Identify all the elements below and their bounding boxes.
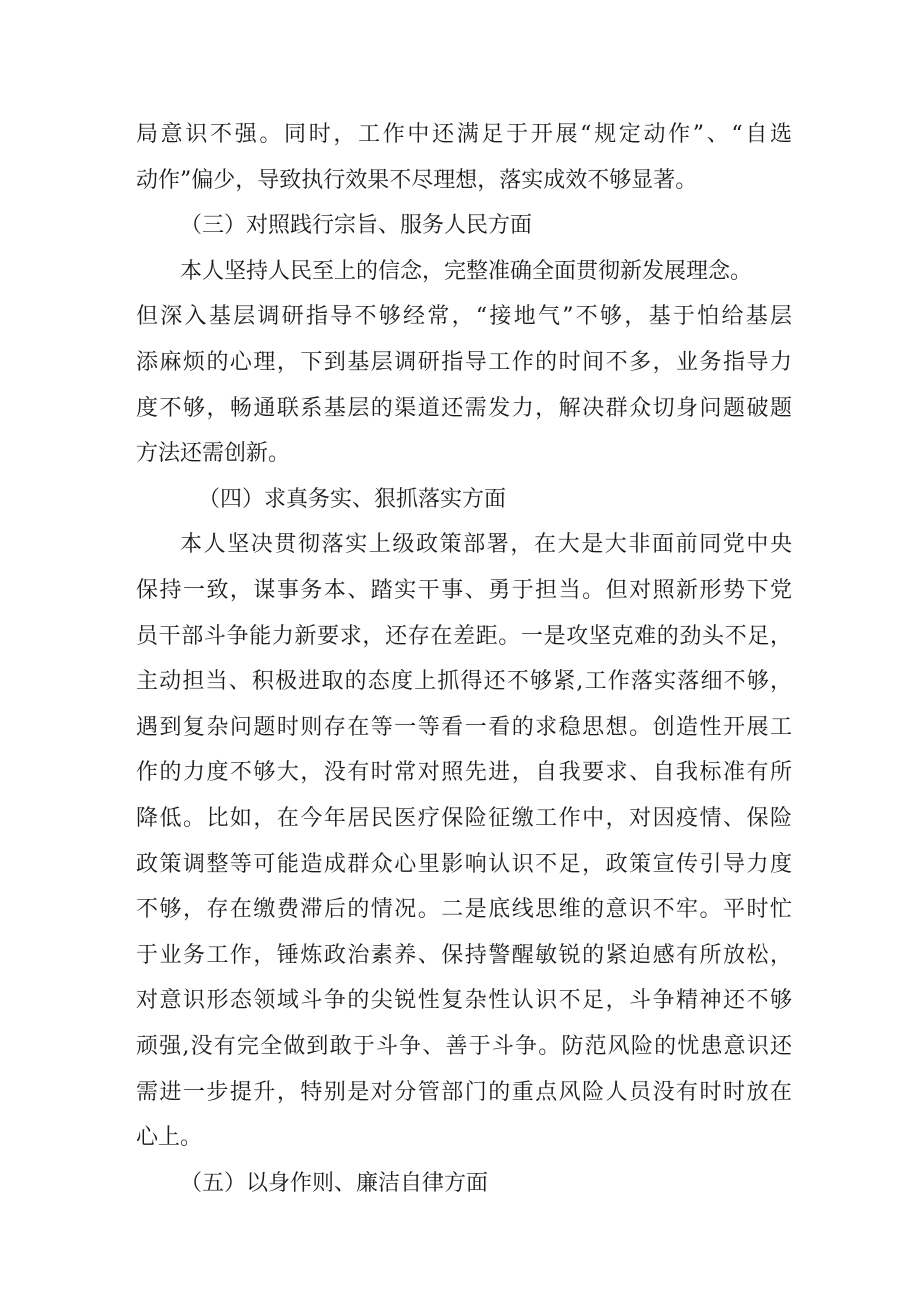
paragraph-line: 遇到复杂问题时则存在等一等看一看的求稳思想。创造性开展工	[136, 714, 792, 740]
paragraph-line: 添麻烦的心理，下到基层调研指导工作的时间不多，业务指导力	[136, 350, 792, 375]
paragraph-line: 对意识形态领域斗争的尖锐性复杂性认识不足，斗争精神还不够	[136, 988, 792, 1014]
paragraph-line: 但深入基层调研指导不够经常，“接地气”不够，基于怕给基层	[136, 304, 792, 330]
paragraph-line: 降低。比如，在今年居民医疗保险征缴工作中，对因疫情、保险	[136, 806, 792, 831]
paragraph-line: 员干部斗争能力新要求，还存在差距。一是攻坚克难的劲头不足，	[136, 623, 792, 649]
section-heading: （四）求真务实、狠抓落实方面	[198, 486, 507, 512]
paragraph-line: 方法还需创新。	[136, 441, 291, 467]
paragraph-line: 本人坚持人民至上的信念，完整准确全面贯彻新发展理念。	[180, 258, 753, 284]
paragraph-line: 于业务工作，锤炼政治素养、保持警醒敏锐的紧迫感有所放松，	[136, 942, 792, 968]
paragraph-line: 本人坚决贯彻落实上级政策部署，在大是大非面前同党中央	[180, 532, 792, 558]
section-heading: （三）对照践行宗旨、服务人民方面	[180, 213, 533, 239]
paragraph-line: 需进一步提升，特别是对分管部门的重点风险人员没有时时放在	[136, 1079, 792, 1105]
paragraph-line: 保持一致，谋事务本、踏实干事、勇于担当。但对照新形势下党	[136, 578, 792, 603]
paragraph-line: 局意识不强。同时，工作中还满足于开展“规定动作”、“自选	[136, 122, 792, 147]
paragraph-line: 动作”偏少，导致执行效果不尽理想，落实成效不够显著。	[136, 167, 698, 193]
paragraph-line: 度不够，畅通联系基层的渠道还需发力，解决群众切身问题破题	[136, 395, 792, 421]
paragraph-line: 不够，存在缴费滞后的情况。二是底线思维的意识不牢。平时忙	[136, 897, 792, 923]
paragraph-line: 顽强,没有完全做到敢于斗争、善于斗争。防范风险的忧患意识还	[136, 1034, 792, 1059]
paragraph-line: 主动担当、积极进取的态度上抓得还不够紧,工作落实落细不够，	[136, 669, 792, 695]
section-heading: （五）以身作则、廉洁自律方面	[180, 1170, 489, 1196]
paragraph-line: 政策调整等可能造成群众心里影响认识不足，政策宣传引导力度	[136, 851, 792, 877]
paragraph-line: 作的力度不够大，没有时常对照先进，自我要求、自我标准有所	[136, 760, 792, 786]
paragraph-line: 心上。	[136, 1125, 203, 1151]
